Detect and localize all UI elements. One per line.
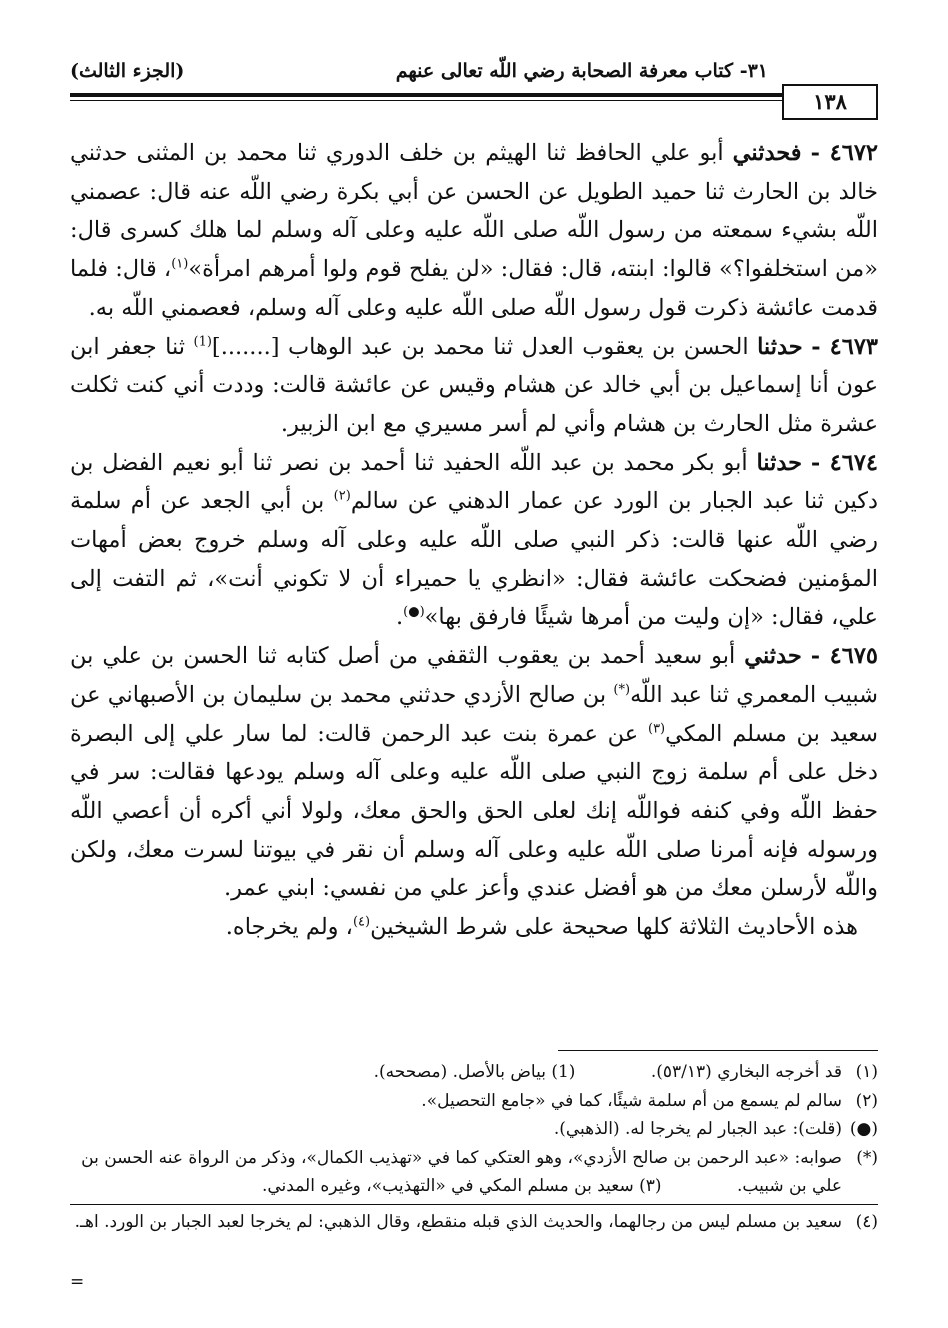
- running-header: [70, 52, 878, 96]
- footnote-item: [70, 1115, 878, 1144]
- footnote-mark: (●): [849, 1119, 878, 1139]
- footnote-mark: (٢): [855, 1090, 878, 1111]
- hadith-text: بن أبي الجعد عن أم سلمة رضي اللّه عنها قالت: ذكر النبي صلى اللّه عليه وعلى آله وسلم خروج بعض أمهات المؤمنين فضحكت عائشة فقال: «انظري يا حميراء أن لا تكوني أنت»، ثم التفت إلى علي، فقال: «إن وليت من أمرها شيئًا فارفق بها»: [70, 488, 878, 631]
- chapter-title: ٣١- كتاب معرفة الصحابة رضي اللّه تعالى عنهم: [395, 60, 768, 82]
- page-number-box: [782, 84, 878, 120]
- hadith-lead: حدثني: [744, 643, 802, 670]
- footnote-ref[interactable]: (●): [403, 604, 425, 620]
- footnote-item: [70, 1058, 878, 1087]
- hadith-4672: [70, 134, 878, 328]
- closing-text: ، ولم يخرجاه.: [225, 914, 353, 941]
- footnote-separator: [558, 1050, 878, 1051]
- hadith-4675: [70, 637, 878, 908]
- footnote-text-secondary: (٣) سعيد بن مسلم المكي في «التهذيب»، وغيره المدني.: [261, 1176, 662, 1196]
- footnotes: [70, 1058, 878, 1236]
- hadith-4673: [70, 328, 878, 444]
- footnote-item: [70, 1208, 878, 1237]
- footnote-text: سالم لم يسمع من أم سلمة شيئًا، كما في «جامع التحصيل».: [421, 1090, 842, 1111]
- hadith-text: بن صالح الأزدي حدثني محمد بن سليمان بن الأصبهاني عن سعيد بن مسلم المكي: [70, 681, 878, 747]
- hadith-text: عن عمرة بنت عبد الرحمن قالت: لما سار علي إلى البصرة دخل على أم سلمة زوج النبي صلى اللّه عليه وعلى آله وسلم يودعها فقالت: سر في حفظ اللّه وفي كنفه فواللّه إنك لعلى الحق والحق معك، ولولا أني أكره أن أعصي اللّه ورسوله فإنه أمرنا صلى اللّه عليه وعلى آله وسلم أن نقر في بيوتنا لسرت معك، ولكن واللّه لأرسلن معك من هو أفضل عندي وأعز علي من نفسي: ابني عمر.: [70, 720, 878, 902]
- hadith-text: الحسن بن يعقوب العدل ثنا محمد بن عبد الوهاب [.......]: [211, 333, 758, 360]
- closing-note: [70, 908, 878, 947]
- hadith-text: أبو سعيد أحمد بن يعقوب الثقفي من أصل كتابه ثنا الحسن بن علي بن شبيب المعمري ثنا عبد اللّه: [70, 643, 878, 708]
- footnote-mark: (٤): [855, 1211, 878, 1232]
- footnote-item: [70, 1144, 878, 1201]
- footnote-ref[interactable]: (٤): [352, 914, 371, 930]
- closing-text: هذه الأحاديث الثلاثة كلها صحيحة على شرط الشيخين: [370, 914, 858, 941]
- hadith-number: ٤٦٧٢ -: [810, 140, 878, 166]
- hadith-number: ٤٦٧٥ -: [810, 643, 879, 670]
- footnote-ref[interactable]: (1): [193, 334, 212, 350]
- footnote-ref[interactable]: (٢): [333, 488, 351, 504]
- page-number: ١٣٨: [813, 89, 847, 114]
- hadith-4674: [70, 444, 878, 638]
- hadith-text: أبو بكر محمد بن عبد اللّه الحفيد ثنا أحمد بن نصر ثنا أبو نعيم الفضل بن دكين ثنا عبد الجبار بن الورد عن عمار الدهني عن سالم: [70, 449, 878, 515]
- footnote-text: قد أخرجه البخاري (٥٣/١٣).: [650, 1062, 842, 1082]
- footnote-text: (قلت): عبد الجبار لم يخرجا له. (الذهبي).: [553, 1119, 842, 1139]
- hadith-number: ٤٦٧٤ -: [810, 449, 879, 476]
- header-rule-thin: [70, 100, 878, 101]
- continuation-mark: =: [70, 1272, 85, 1292]
- footnote-mark: (١): [855, 1062, 878, 1082]
- header-rule-thick: [70, 93, 878, 97]
- footnote-ref[interactable]: (١): [171, 256, 189, 272]
- main-text: [70, 134, 878, 947]
- footnote-ref[interactable]: (٣): [647, 721, 666, 737]
- footnote-mark: (*): [856, 1147, 878, 1168]
- footnote-item: [70, 1087, 878, 1116]
- hadith-text: .: [396, 604, 404, 631]
- footnote-text: صوابه: «عبد الرحمن بن صالح الأزدي»، وهو العتكي كما في «تهذيب الكمال»، وذكر من الرواة عنه الحسن بن علي بن شبيب.: [81, 1147, 842, 1196]
- volume-label: (الجزء الثالث): [70, 60, 185, 82]
- hadith-text: ثنا جعفر ابن عون أنا إسماعيل بن أبي خالد عن هشام وقيس عن عائشة قالت: وددت أني كنت ثكلت عشرة مثل الحارث بن هشام وأني لم أسر مسيري مع ابن الزبير.: [70, 333, 878, 437]
- hadith-text: أبو علي الحافظ ثنا الهيثم بن خلف الدوري ثنا محمد بن المثنى حدثني خالد بن الحارث ثنا حميد الطويل عن الحسن عن أبي بكرة رضي اللّه عنه قال: عصمني اللّه بشيء سمعته من رسول اللّه صلى اللّه عليه وعلى آله وسلم لما هلك كسرى قال: «من استخلفوا؟» قالوا: ابنته، قال: فقال: «لن يفلح قوم ولوا أمرهم امرأة»: [70, 140, 878, 283]
- footnote-text-secondary: (1) بياض بالأصل. (مصححه).: [373, 1062, 576, 1082]
- footnote-ref[interactable]: (*): [613, 682, 631, 698]
- hadith-lead: حدثنا: [756, 449, 803, 476]
- footnote-text: سعيد بن مسلم ليس من رجالهما، والحديث الذي قبله منقطع، وقال الذهبي: لم يخرجا لعبد الجبار بن الورد. اهـ.: [74, 1211, 842, 1232]
- hadith-lead: حدثنا: [757, 333, 803, 360]
- hadith-number: ٤٦٧٣ -: [811, 333, 879, 360]
- footnote-divider: [70, 1204, 878, 1205]
- hadith-text: ، قال: فلما قدمت عائشة ذكرت قول رسول اللّه صلى اللّه عليه وعلى آله وسلم، فعصمني اللّه به.: [70, 256, 878, 321]
- hadith-lead: فحدثني: [732, 140, 802, 166]
